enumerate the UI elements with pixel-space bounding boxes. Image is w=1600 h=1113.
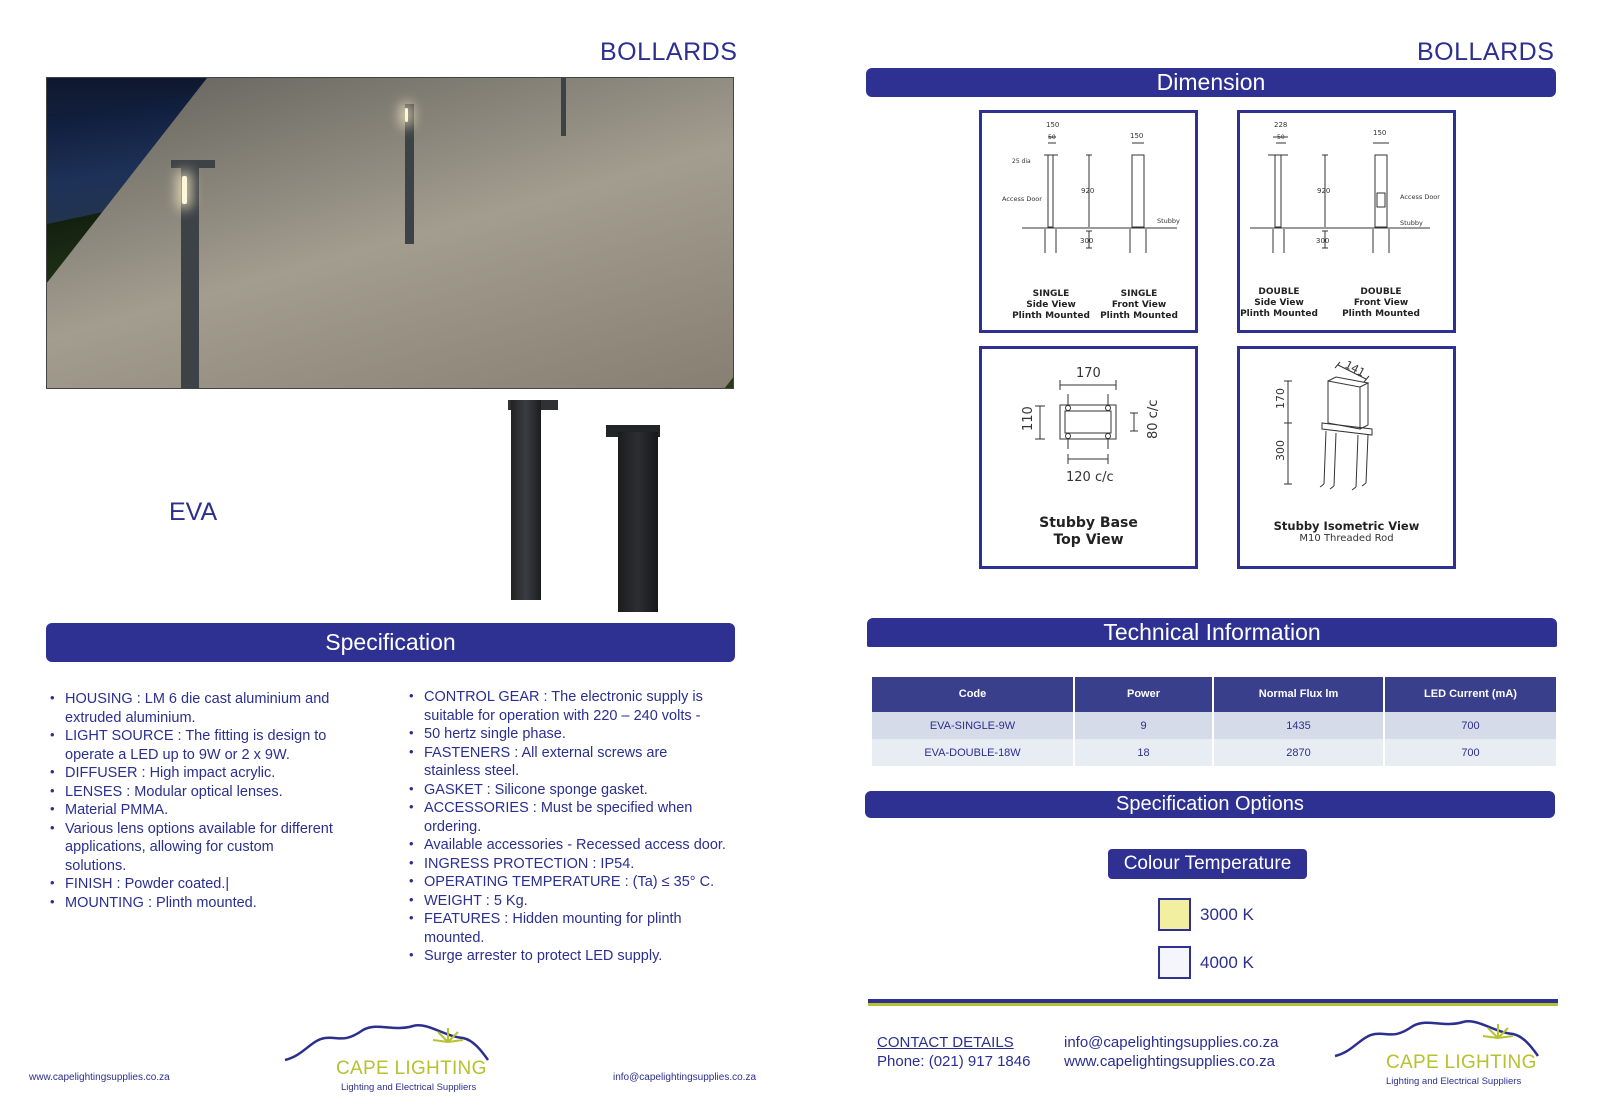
logo-name: CAPE LIGHTING — [336, 1058, 487, 1079]
single-access-door: Access Door — [1002, 195, 1042, 203]
cell-code: EVA-SINGLE-9W — [872, 712, 1074, 739]
spec-options-heading: Specification Options — [1116, 793, 1304, 815]
spec-item: • HOUSING : LM 6 die cast aluminium and extruded aluminium. — [48, 690, 338, 727]
logo-tagline: Lighting and Electrical Suppliers — [341, 1082, 477, 1093]
spec-item: • Available accessories - Recessed access door. — [407, 836, 727, 855]
spec-item: • WEIGHT : 5 Kg. — [407, 892, 727, 911]
cell-power: 9 — [1074, 712, 1213, 739]
label-4000k: 4000 K — [1200, 953, 1254, 972]
dim-base-80cc: 80 c/c — [1146, 399, 1161, 439]
dim-base-170: 170 — [1076, 366, 1101, 381]
single-side-label: SINGLE Side View Plinth Mounted — [1012, 289, 1090, 321]
double-side-label: DOUBLE Side View Plinth Mounted — [1240, 287, 1318, 319]
spec-list-col1 — [48, 690, 338, 912]
dim-single-150b: 150 — [1130, 132, 1144, 140]
specification-heading-bar — [46, 623, 735, 662]
logo-right — [1333, 1016, 1543, 1092]
cell-code: EVA-DOUBLE-18W — [872, 739, 1074, 766]
diagram-base-top — [979, 346, 1198, 569]
col-header-flux: Normal Flux lm — [1213, 677, 1384, 712]
hero-bollard-near-light — [182, 176, 187, 204]
swatch-4000k — [1158, 946, 1191, 979]
logo-name: CAPE LIGHTING — [1386, 1052, 1537, 1073]
spec-item: • LENSES : Modular optical lenses. — [48, 783, 338, 802]
spec-item: • FEATURES : Hidden mounting for plinth mounted. — [407, 910, 727, 947]
iso-sublabel: M10 Threaded Rod — [1299, 533, 1394, 544]
spec-options-heading-bar — [865, 791, 1555, 818]
spec-item: • OPERATING TEMPERATURE : (Ta) ≤ 35° C. — [407, 873, 727, 892]
double-stubby: Stubby — [1400, 219, 1423, 227]
col-header-code: Code — [872, 677, 1074, 712]
spec-item: • FASTENERS : All external screws are stainless steel. — [407, 744, 727, 781]
col-header-current: LED Current (mA) — [1384, 677, 1556, 712]
spec-item: • CONTROL GEAR : The electronic supply is suitable for operation with 220 – 240 volts - — [407, 688, 727, 725]
hero-bollard-far — [561, 78, 566, 136]
dim-iso-141: 141 — [1342, 358, 1368, 380]
dim-single-300: 300 — [1080, 237, 1094, 245]
dim-double-150: 150 — [1373, 129, 1387, 137]
spec-item: • FINISH : Powder coated.| — [48, 875, 338, 894]
dim-double-300: 300 — [1316, 237, 1330, 245]
contact-email[interactable]: info@capelightingsupplies.co.za — [1064, 1034, 1279, 1051]
spec-item: • 50 hertz single phase. — [407, 725, 727, 744]
product-render-single — [511, 400, 541, 600]
double-front-label: DOUBLE Front View Plinth Mounted — [1342, 287, 1420, 319]
dim-single-50: 50 — [1048, 134, 1056, 141]
contact-phone: Phone: (021) 917 1846 — [877, 1053, 1031, 1070]
single-stubby: Stubby — [1157, 217, 1180, 225]
cell-flux: 2870 — [1213, 739, 1384, 766]
footer-email: info@capelightingsupplies.co.za — [613, 1072, 757, 1083]
logo-tagline: Lighting and Electrical Suppliers — [1386, 1076, 1522, 1087]
diagram-isometric — [1237, 346, 1456, 569]
tech-info-table — [872, 677, 1556, 766]
hero-bollard-mid — [405, 104, 414, 244]
spec-item: • ACCESSORIES : Must be specified when ordering. — [407, 799, 727, 836]
colour-temp-heading: Colour Temperature — [1123, 853, 1292, 874]
colour-temp-heading-bar — [1108, 849, 1307, 879]
footer-divider-accent — [868, 1003, 1558, 1006]
table-header-row — [872, 677, 1556, 712]
contact-website[interactable]: www.capelightingsupplies.co.za — [1064, 1053, 1275, 1070]
diagram-base-drawing — [982, 349, 1195, 499]
iso-label: Stubby Isometric View — [1273, 519, 1420, 533]
cell-flux: 1435 — [1213, 712, 1384, 739]
dim-single-25dia: 25 dia — [1012, 158, 1031, 165]
spec-item: • Surge arrester to protect LED supply. — [407, 947, 727, 966]
single-front-label: SINGLE Front View Plinth Mounted — [1100, 289, 1178, 321]
cell-current: 700 — [1384, 712, 1556, 739]
specification-heading: Specification — [325, 629, 456, 655]
hero-bollard-near-cap — [171, 160, 215, 168]
spec-list-col2 — [407, 688, 727, 966]
contact-heading: CONTACT DETAILS — [877, 1034, 1014, 1051]
tech-info-heading-bar — [867, 618, 1557, 647]
spec-item: • LIGHT SOURCE : The fitting is design to operate a LED up to 9W or 2 x 9W. — [48, 727, 338, 764]
dim-base-110: 110 — [1021, 406, 1036, 431]
double-access-door: Access Door — [1400, 193, 1440, 201]
dimension-heading-bar — [866, 68, 1556, 97]
dim-single-920: 920 — [1081, 187, 1095, 195]
col-header-power: Power — [1074, 677, 1213, 712]
footer-website: www.capelightingsupplies.co.za — [29, 1072, 170, 1083]
spec-item: • DIFFUSER : High impact acrylic. — [48, 764, 338, 783]
dim-iso-300: 300 — [1274, 440, 1287, 461]
diagram-double-drawing — [1240, 113, 1453, 273]
diagram-iso-drawing — [1240, 349, 1453, 509]
table-row — [872, 712, 1556, 739]
dim-double-920: 920 — [1317, 187, 1331, 195]
swatch-3000k — [1158, 898, 1191, 931]
spec-item: • MOUNTING : Plinth mounted. — [48, 894, 338, 913]
hero-bollard-mid-light — [405, 108, 408, 122]
label-3000k: 3000 K — [1200, 905, 1254, 924]
diagram-double — [1237, 110, 1456, 333]
dim-iso-170: 170 — [1274, 388, 1287, 409]
diagram-single-drawing — [982, 113, 1195, 273]
dim-double-228: 228 — [1274, 121, 1288, 129]
cell-current: 700 — [1384, 739, 1556, 766]
dim-single-150: 150 — [1046, 121, 1060, 129]
base-top-label: Stubby Base Top View — [1039, 515, 1138, 548]
spec-item: • Material PMMA. — [48, 801, 338, 820]
logo-left — [283, 1020, 493, 1096]
spec-item: • Various lens options available for different applications, allowing for custom solutions. — [48, 820, 338, 876]
spec-item: • INGRESS PROTECTION : IP54. — [407, 855, 727, 874]
left-page-title: BOLLARDS — [600, 38, 738, 66]
right-page-title: BOLLARDS — [1417, 38, 1555, 66]
product-name: EVA — [169, 498, 218, 526]
cell-power: 18 — [1074, 739, 1213, 766]
table-row — [872, 739, 1556, 766]
spec-item: • GASKET : Silicone sponge gasket. — [407, 781, 727, 800]
dim-base-120cc: 120 c/c — [1066, 470, 1114, 485]
product-render-double — [618, 432, 658, 612]
diagram-single — [979, 110, 1198, 333]
dimension-heading: Dimension — [1156, 69, 1266, 95]
tech-info-heading: Technical Information — [1103, 619, 1321, 645]
hero-photo — [46, 77, 734, 389]
dim-double-50: 50 — [1277, 134, 1285, 141]
